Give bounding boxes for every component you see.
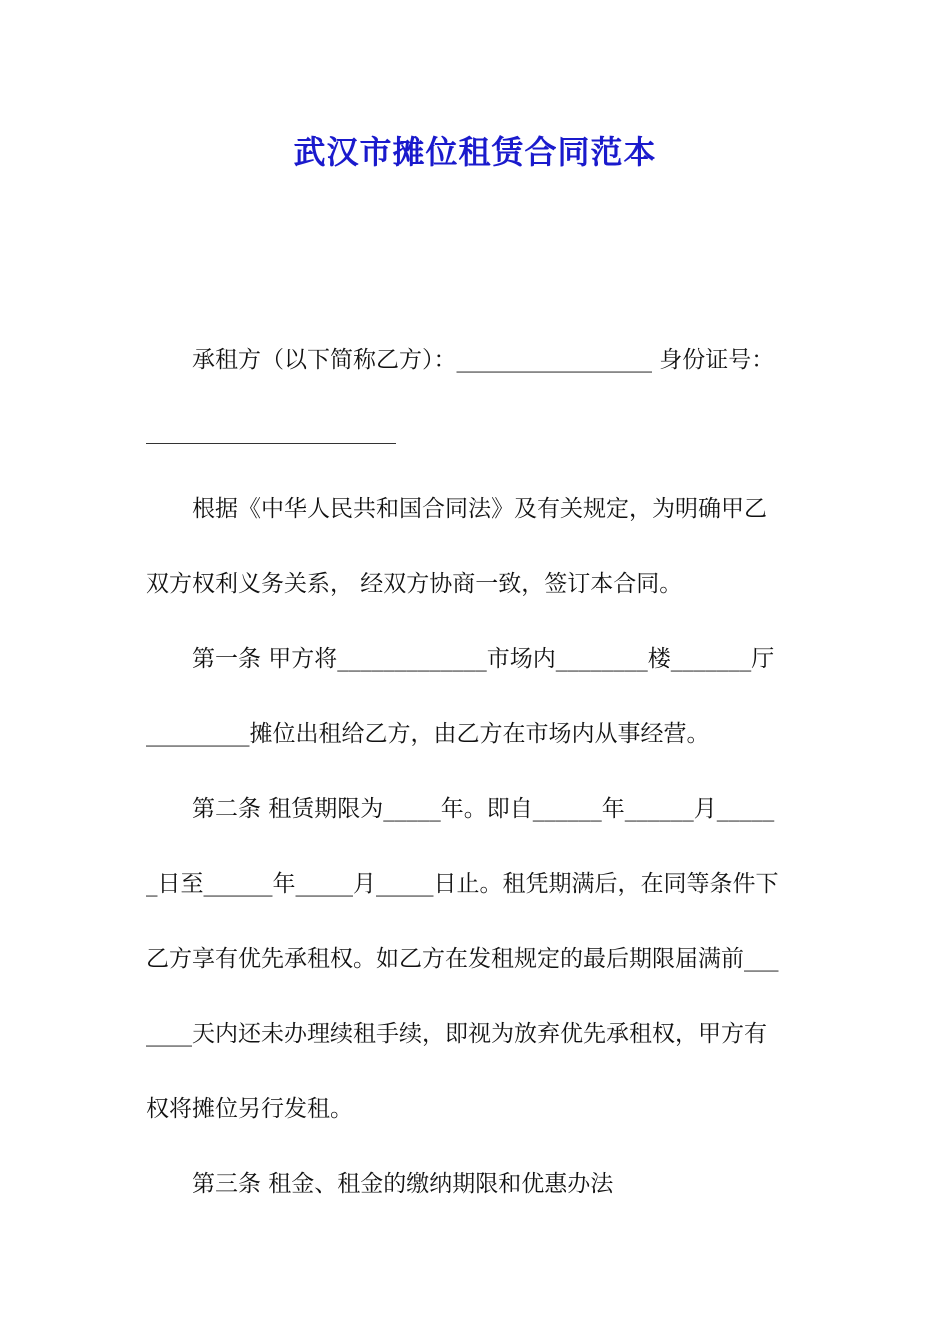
article-2-line-1: 第二条 租赁期限为_____年。即自______年______月_____ [192, 796, 775, 822]
lessee-line: 承租方（以下简称乙方）：_________________ 身份证号： [192, 347, 775, 373]
preamble-line-2: 双方权利义务关系， 经双方协商一致，签订本合同。 [146, 571, 683, 597]
article-3-heading: 第三条 租金、租金的缴纳期限和优惠办法 [192, 1171, 614, 1197]
article-1-line-1: 第一条 甲方将_____________市场内________楼_______厅 [192, 646, 775, 672]
preamble-line-1: 根据《中华人民共和国合同法》及有关规定，为明确甲乙 [192, 496, 767, 522]
id-number-blank [146, 443, 396, 444]
article-2-line-5: 权将摊位另行发租。 [146, 1096, 353, 1122]
article-2-line-2: _日至______年_____月_____日止。租凭期满后，在同等条件下 [146, 871, 779, 897]
article-1-line-2: _________摊位出租给乙方，由乙方在市场内从事经营。 [146, 721, 710, 747]
article-2-line-4: ____天内还未办理续租手续，即视为放弃优先承租权，甲方有 [146, 1021, 767, 1047]
article-2-line-3: 乙方享有优先承租权。如乙方在发租规定的最后期限届满前___ [146, 946, 779, 972]
document-title: 武汉市摊位租赁合同范本 [293, 133, 657, 171]
